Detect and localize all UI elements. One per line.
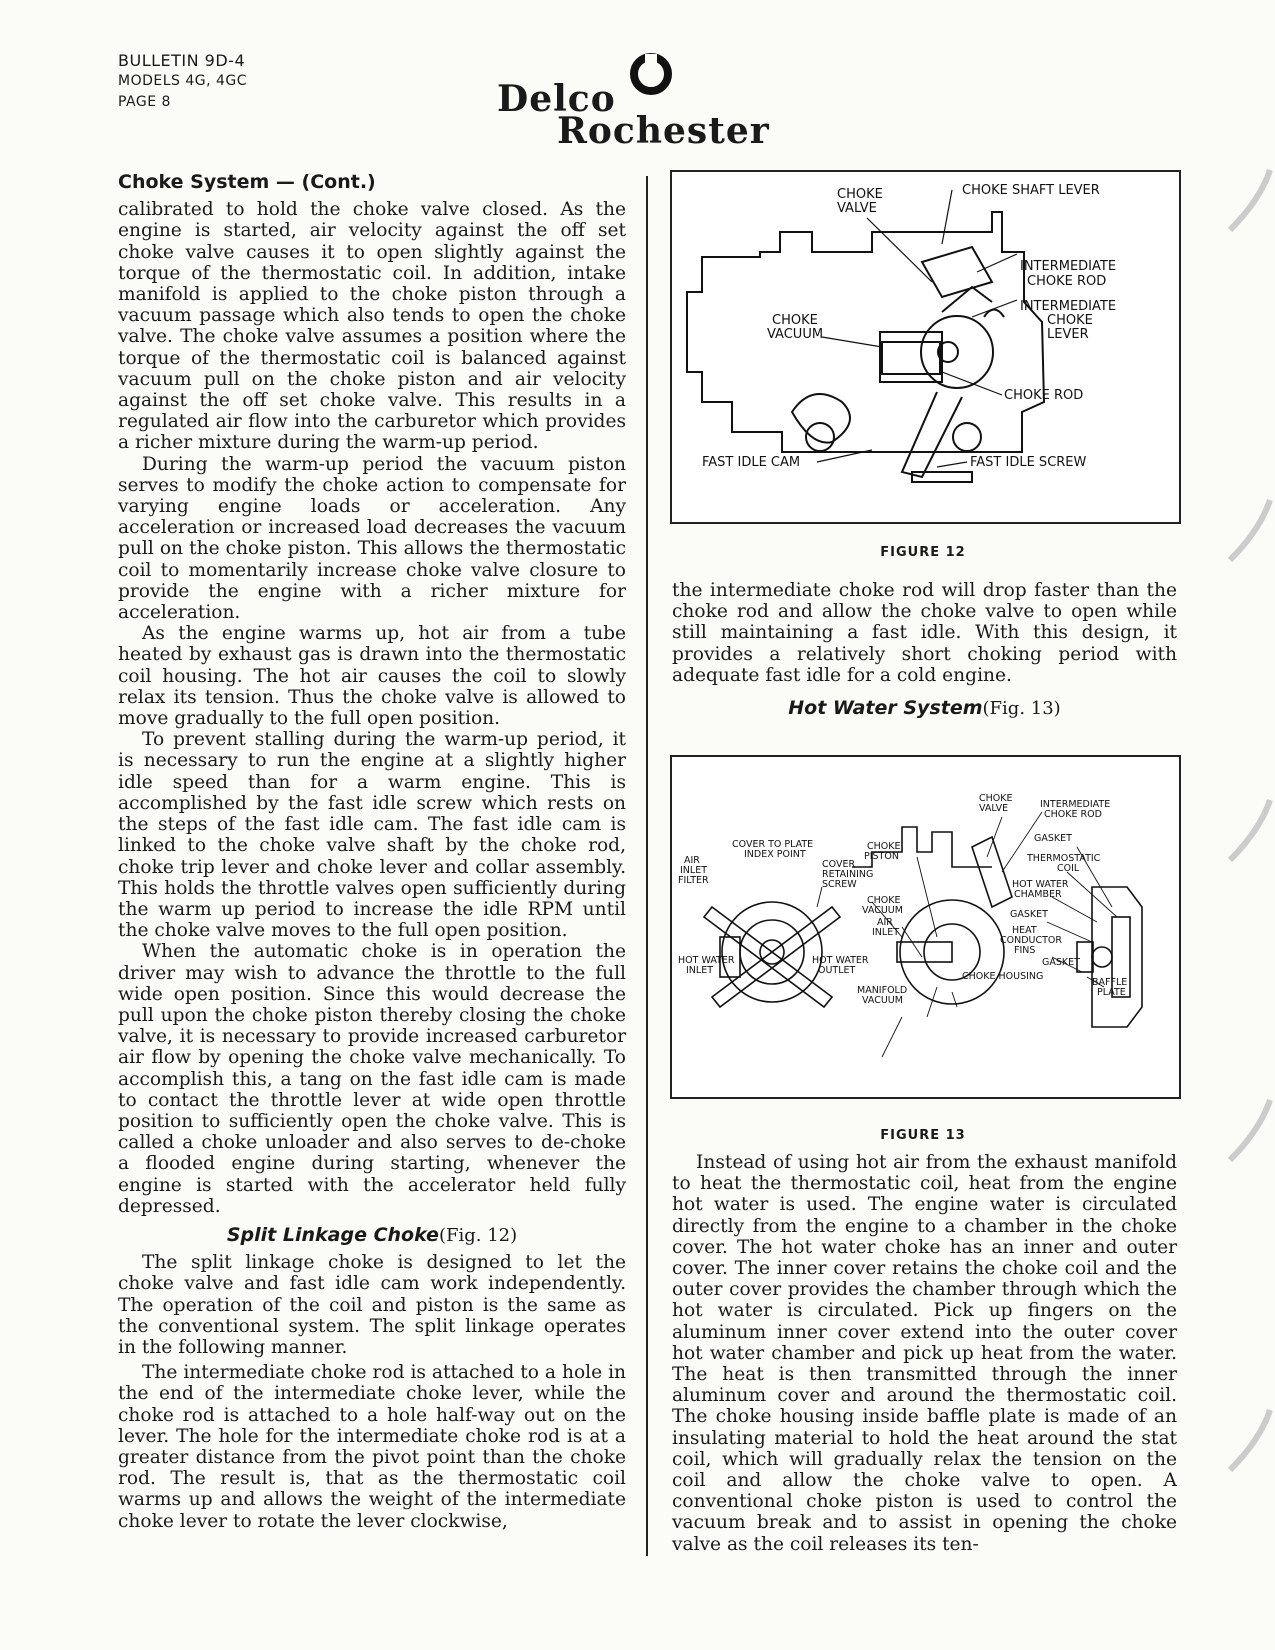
fig12-label-choke-valve: VALVE [837, 201, 877, 216]
fig13-label-choke-valve: VALVE [979, 803, 1009, 814]
fig13-label-int-choke-rod: INTERMEDIATE [1040, 799, 1111, 810]
fig13-label-air-inlet: INLET [872, 927, 900, 938]
fig12-label-choke-vacuum: CHOKE [772, 313, 818, 328]
fig13-label-air-inlet: AIR [877, 917, 893, 928]
fig12-label-fast-idle-cam: FAST IDLE CAM [702, 455, 801, 470]
paragraph: The intermediate choke rod is attached to a hole in the end of the intermediate choke lever, while the choke rod is attached to a hole half-way out on the lever. The hole for the intermediate choke rod is at a greater distance from the pivot point than the choke rod. The result is, that as the thermostatic coil warms up and allows the weight of the intermediate choke lever to rotate the lever clockwise, [118, 1362, 626, 1532]
fig13-label-heat-fins: HEAT [1012, 925, 1037, 936]
fig13-label-cover-screw: SCREW [822, 879, 857, 890]
fig13-label-choke-vacuum: VACUUM [862, 905, 903, 916]
hot-water-title: Hot Water System [788, 697, 983, 720]
fig13-label-baffle-plate: BAFFLE [1092, 977, 1128, 988]
paragraph: To prevent stalling during the warm-up period, it is necessary to run the engine at a slightly higher idle speed than for a warm engine. This is accomplished by the fast idle screw which rests on the steps of the fast idle cam. The fast idle cam is linked to the choke valve shaft by the choke rod, choke trip lever and choke lever and collar assembly. This holds the throttle valves open sufficiently during the warm up period to increase the idle RPM until the choke valve moves to the full open position. [118, 729, 626, 942]
fig13-label-air-filter: INLET [680, 865, 708, 876]
binder-hole [1215, 1090, 1275, 1180]
fig13-label-cover-index: COVER TO PLATE [732, 839, 814, 850]
fig13-label-choke-housing: CHOKE HOUSING [962, 971, 1044, 982]
fig13-label-hot-water-outlet: HOT WATER [812, 955, 869, 966]
binder-hole [1215, 160, 1275, 250]
page-number: PAGE 8 [118, 94, 171, 110]
fig12-label-int-choke-lever: CHOKE [1047, 313, 1093, 328]
logo-word-rochester: Rochester [557, 110, 770, 152]
fig12-label-choke-valve: CHOKE [837, 187, 883, 202]
bulletin-number: BULLETIN 9D-4 [118, 51, 246, 70]
fig12-label-int-choke-rod: INTERMEDIATE [1020, 259, 1117, 274]
figure-13-caption: FIGURE 13 [880, 1128, 966, 1143]
delco-rochester-logo [497, 48, 817, 152]
fig13-label-thermostatic-coil: THERMOSTATIC [1027, 853, 1101, 864]
paragraph: Instead of using hot air from the exhaust manifold to heat the thermostatic coil, heat from the engine hot water is used. The engine water is circulated directly from the engine to a chamber in the choke cover. The hot water choke has an inner and outer cover. The inner cover retains the choke coil and the outer cover provides the chamber through which the hot water is circulated. Pick up fingers on the aluminum inner cover extend into the outer cover hot water chamber and pick up heat from the water. The heat is then transmitted through the inner aluminum cover and around the thermostatic coil. The choke housing inside baffle plate is made of an insulating material to hold the heat around the stat coil, which will gradually relax the tension on the coil and allow the choke valve to open. A conventional choke piston is used to control the vacuum break and to assist in opening the choke valve as the coil releases its ten- [672, 1152, 1177, 1555]
paragraph: calibrated to hold the choke valve closed. As the engine is started, air velocity against the off set choke valve causes it to open slightly against the torque of the thermostatic coil. In addition, intake manifold is applied to the choke piston through a vacuum passage which also tends to open the choke valve. The choke valve assumes a position where the torque of the thermostatic coil is balanced against vacuum pull on the choke piston and air velocity against the off set choke valve. This results in a regulated air flow into the carburetor which provides a richer mixture during the warm-up period. [118, 199, 626, 454]
fig12-label-int-choke-rod: CHOKE ROD [1027, 274, 1107, 289]
split-linkage-fig-ref: (Fig. 12) [438, 1224, 518, 1246]
fig12-label-fast-idle-screw: FAST IDLE SCREW [970, 455, 1087, 470]
fig13-label-int-choke-rod: CHOKE ROD [1044, 809, 1102, 820]
binder-hole [1215, 1400, 1275, 1490]
fig13-label-thermostatic-coil: COIL [1057, 863, 1080, 874]
fig13-label-heat-fins: CONDUCTOR [1000, 935, 1063, 946]
paragraph: As the engine warms up, hot air from a tube heated by exhaust gas is drawn into the thermostatic coil housing. The hot air causes the coil to slowly relax its tension. Thus the choke valve is allowed to move gradually to the full open position. [118, 623, 626, 730]
fig13-label-cover-screw: COVER [822, 859, 856, 870]
fig13-label-gasket: GASKET [1042, 957, 1080, 968]
right-column-top [672, 580, 1177, 725]
fig13-label-hot-water-chamber: HOT WATER [1012, 879, 1069, 890]
column-divider [646, 176, 648, 1556]
figure-12-caption: FIGURE 12 [880, 545, 966, 560]
figure-13 [670, 755, 1181, 1099]
fig12-label-int-choke-lever: LEVER [1047, 327, 1089, 342]
fig12-label-int-choke-lever: INTERMEDIATE [1020, 299, 1117, 314]
fig13-label-heat-fins: FINS [1014, 945, 1036, 956]
fig12-label-choke-shaft-lever: CHOKE SHAFT LEVER [962, 183, 1100, 198]
paragraph: When the automatic choke is in operation the driver may wish to advance the throttle to the full wide open position. Since this would decrease the pull upon the choke piston thereby closing the choke valve, it is necessary to provide increased carburetor air flow by opening the choke valve mechanically. To accomplish this, a tang on the fast idle cam is made to contact the throttle lever at wide open throttle position to sufficiently open the choke valve. This is called a choke unloader and also serves to de-choke a flooded engine during starting, whenever the engine is started with the accelerator held fully depressed. [118, 941, 626, 1217]
delco-emblem-icon [629, 52, 673, 96]
models-line: MODELS 4G, 4GC [118, 73, 248, 89]
fig13-label-choke-valve: CHOKE [979, 793, 1013, 804]
section-title: Choke System — (Cont.) [118, 171, 376, 193]
split-linkage-diagram [672, 172, 1179, 522]
fig13-label-gasket: GASKET [1034, 833, 1072, 844]
fig13-label-hot-water-chamber: CHAMBER [1014, 889, 1062, 900]
fig13-label-choke-vacuum: CHOKE [867, 895, 901, 906]
fig13-label-cover-screw: RETAINING [822, 869, 874, 880]
fig13-label-hot-water-inlet: INLET [686, 965, 714, 976]
fig13-label-choke-piston: CHOKE [867, 841, 901, 852]
hot-water-heading [672, 698, 1177, 719]
binder-hole [1215, 790, 1275, 880]
right-column-bottom [672, 1152, 1177, 1555]
split-linkage-title: Split Linkage Choke [226, 1223, 439, 1246]
hot-water-fig-ref: (Fig. 13) [982, 698, 1061, 720]
fig13-label-hot-water-inlet: HOT WATER [678, 955, 735, 966]
fig13-label-manifold-vacuum: VACUUM [862, 995, 903, 1006]
binder-hole [1215, 490, 1275, 580]
split-linkage-heading [118, 1225, 626, 1246]
fig13-label-gasket: GASKET [1010, 909, 1048, 920]
fig13-label-manifold-vacuum: MANIFOLD [857, 985, 908, 996]
fig13-label-air-filter: FILTER [678, 875, 709, 886]
fig13-label-hot-water-outlet: OUTLET [818, 965, 856, 976]
figure-12 [670, 170, 1181, 524]
hot-water-choke-diagram [672, 757, 1179, 1097]
logo-word-delco: Delco [497, 78, 616, 120]
bulletin-header [118, 50, 247, 113]
fig13-label-air-filter: AIR [684, 855, 700, 866]
fig13-label-baffle-plate: PLATE [1097, 987, 1126, 998]
fig13-label-choke-piston: PISTON [864, 851, 899, 862]
left-column [118, 172, 626, 1532]
paragraph: the intermediate choke rod will drop faster than the choke rod and allow the choke valve to open while still maintaining a fast idle. With this design, it provides a relatively short choking period with adequate fast idle for a cold engine. [672, 580, 1177, 686]
fig13-label-cover-index: INDEX POINT [744, 849, 806, 860]
fig12-label-choke-rod: CHOKE ROD [1004, 388, 1084, 403]
paragraph: During the warm-up period the vacuum piston serves to modify the choke action to compensate for varying engine loads or acceleration. Any acceleration or increased load decreases the vacuum pull on the choke piston. This allows the thermostatic coil to momentarily increase choke valve closure to provide the engine with a richer mixture for acceleration. [118, 453, 626, 624]
paragraph: The split linkage choke is designed to let the choke valve and fast idle cam work independently. The operation of the coil and piston is the same as the conventional system. The split linkage operates in the following manner. [118, 1252, 626, 1358]
fig12-label-choke-vacuum: VACUUM [767, 327, 824, 342]
